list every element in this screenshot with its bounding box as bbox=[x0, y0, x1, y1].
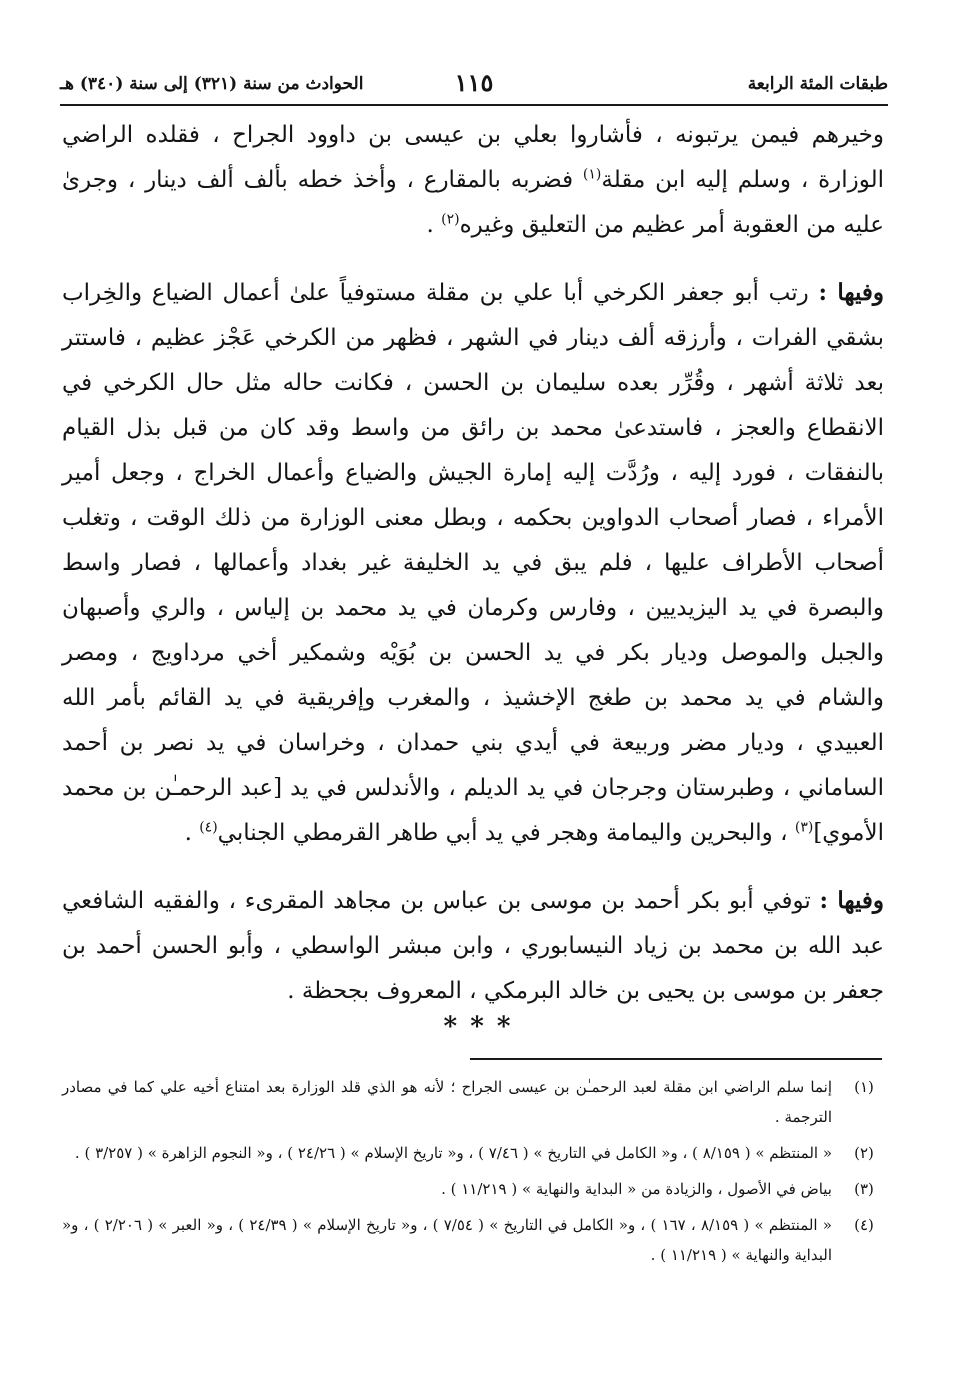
footnote-text: « المنتظم » ( ٨/١٥٩ ) ، و« الكامل في التاريخ » ( ٧/٤٦ ) ، و« تاريخ الإسلام » ( ٢٤/٢٦ ) ، و« النجوم الزاهرة » ( ٣/٢٥٧ ) . bbox=[74, 1144, 832, 1162]
main-text bbox=[62, 112, 884, 1014]
footnote-number: (٤) bbox=[854, 1216, 874, 1234]
paragraph-text: وخيرهم فيمن يرتبونه ، فأشاروا بعلي بن عيسى بن داوود الجراح ، فقلده الراضي الوزارة ، وسلم إليه ابن مقلة bbox=[62, 122, 884, 193]
header-book-title: طبقات المئة الرابعة bbox=[747, 74, 888, 94]
header-rule bbox=[60, 104, 888, 106]
paragraph-2 bbox=[62, 270, 884, 856]
page-number: ١١٥ bbox=[454, 68, 494, 97]
paragraph-text: . bbox=[184, 820, 200, 846]
footnote-rule bbox=[470, 1058, 882, 1060]
footnote-ref-3[interactable]: (٣) bbox=[794, 819, 814, 836]
paragraph-1 bbox=[62, 112, 884, 248]
footnote-ref-2[interactable]: (٢) bbox=[441, 211, 460, 228]
footnote-number: (٣) bbox=[854, 1180, 874, 1198]
footnotes bbox=[62, 1072, 884, 1276]
footnote-text: بياض في الأصول ، والزيادة من « البداية والنهاية » ( ١١/٢١٩ ) . bbox=[441, 1180, 832, 1198]
paragraph-text: . bbox=[426, 212, 442, 238]
footnote-ref-4[interactable]: (٤) bbox=[199, 819, 218, 836]
paragraph-text: فضربه بالمقارع ، وأخذ خطه بألف ألف دينار ، وجرىٰ عليه من العقوبة أمر عظيم من التعليق وغيره bbox=[62, 167, 884, 238]
paragraph-text: توفي أبو بكر أحمد بن موسى بن عباس بن مجاهد المقرىء ، والفقيه الشافعي عبد الله بن محمد بن زياد النيسابوري ، وابن مبشر الواسطي ، وأبو الحسن أحمد بن جعفر بن موسى بن يحيى بن خالد البرمكي ، المعروف بجحظة . bbox=[62, 888, 884, 1004]
running-header bbox=[60, 66, 888, 102]
section-separator: * * * bbox=[443, 1012, 513, 1042]
footnote-text: إنما سلم الراضي ابن مقلة لعبد الرحمـٰن بن عيسى الجراح ؛ لأنه هو الذي قلد الوزارة بعد امتناع أخيه علي كما في مصادر الترجمة . bbox=[62, 1078, 832, 1126]
footnote-4 bbox=[62, 1210, 884, 1270]
paragraph-text: رتب أبو جعفر الكرخي أبا علي بن مقلة مستوفياً علىٰ أعمال الضياع والخِراب بشقي الفرات ، وأرزقه ألف دينار في الشهر ، فظهر من الكرخي عَجْز عظيم ، فاستتر بعد ثلاثة أشهر ، وقُرِّر بعده سليمان بن الحسن ، فكانت حاله مثل حال الكرخي في الانقطاع والعجز ، فاستدعىٰ محمد بن رائق من واسط وقد كان من قبل بذل القيام بالنفقات ، فورد إليه ، ورُدَّت إليه إمارة الجيش والضياع وأعمال الخراج ، وجعل أمير الأمراء ، فصار أصحاب الدواوين بحكمه ، وبطل معنى الوزارة من ذلك الوقت ، وتغلب أصحاب الأطراف عليها ، فلم يبق في يد الخليفة غير بغداد وأعمالها ، فصار واسط والبصرة في يد اليزيديين ، وفارس وكرمان في يد محمد بن إلياس ، والري وأصبهان والجبل والموصل وديار بكر في يد الحسن بن بُوَيْه وشمكير أخي مرداويج ، ومصر والشام في يد محمد بن طغج الإخشيذ ، والمغرب وإفريقية في يد القائم بأمر الله العبيدي ، وديار مضر وربيعة في أيدي بني حمدان ، وخراسان في يد نصر بن أحمد الساماني ، وطبرستان وجرجان في يد الديلم ، والأندلس في يد [عبد الرحمـٰن بن محمد الأموي] bbox=[62, 280, 884, 846]
footnote-number: (٢) bbox=[854, 1144, 874, 1162]
header-section-title: الحوادث من سنة (٣٢١) إلى سنة (٣٤٠) هـ bbox=[60, 74, 364, 94]
paragraph-lead: وفيها : bbox=[818, 279, 884, 306]
paragraph-3 bbox=[62, 878, 884, 1014]
paragraph-lead: وفيها : bbox=[819, 887, 884, 914]
footnote-text: « المنتظم » ( ٨/١٥٩ ، ١٦٧ ) ، و« الكامل في التاريخ » ( ٧/٥٤ ) ، و« تاريخ الإسلام » ( ٢٤/٣٩ ) ، و« العبر » ( ٢/٢٠٦ ) ، و« البداية والنهاية » ( ١١/٢١٩ ) . bbox=[62, 1216, 832, 1264]
footnote-ref-1[interactable]: (١) bbox=[582, 166, 602, 183]
footnote-1 bbox=[62, 1072, 884, 1132]
footnote-3 bbox=[62, 1174, 884, 1204]
paragraph-text: ، والبحرين واليمامة وهجر في يد أبي طاهر القرمطي الجنابي bbox=[217, 820, 795, 846]
footnote-number: (١) bbox=[854, 1078, 874, 1096]
footnote-2 bbox=[62, 1138, 884, 1168]
